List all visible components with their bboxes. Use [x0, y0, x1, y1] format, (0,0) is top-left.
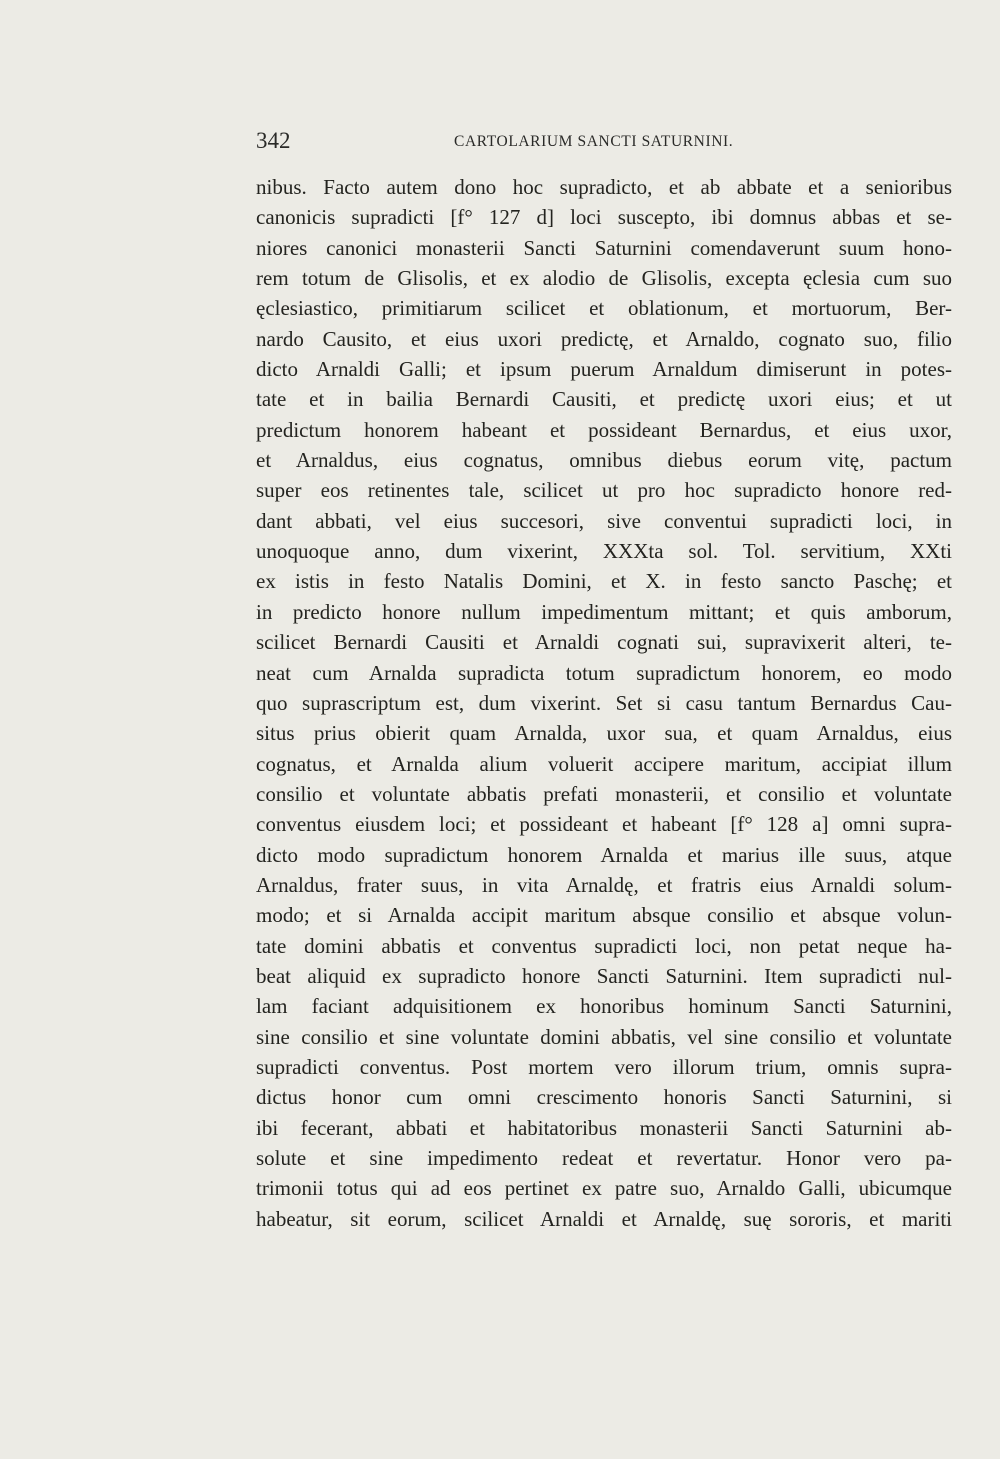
text-line: supradicti conventus. Post mortem vero illorum trium, omnis supra- [256, 1054, 952, 1079]
text-line: Arnaldus, frater suus, in vita Arnaldę, et fratris eius Arnaldi solum- [256, 872, 952, 897]
text-line: rem totum de Glisolis, et ex alodio de Glisolis, excepta ęclesia cum suo [256, 266, 952, 291]
text-line: sine consilio et sine voluntate domini abbatis, vel sine consilio et voluntate [256, 1024, 952, 1049]
text-line: situs prius obierit quam Arnalda, uxor sua, et quam Arnaldus, eius [256, 721, 952, 746]
text-line: ęclesiastico, primitiarum scilicet et oblationum, et mortuorum, Ber- [256, 296, 952, 321]
text-line: tate domini abbatis et conventus supradicti loci, non petat neque ha- [256, 933, 952, 958]
text-line: conventus eiusdem loci; et possideant et habeant [f° 128 a] omni supra- [256, 812, 952, 837]
text-line: dicto Arnaldi Galli; et ipsum puerum Arnaldum dimiserunt in potes- [256, 357, 952, 382]
text-line: habeatur, sit eorum, scilicet Arnaldi et Arnaldę, suę sororis, et mariti [256, 1206, 952, 1231]
text-line: dicto modo supradictum honorem Arnalda et marius ille suus, atque [256, 842, 952, 867]
text-line: nardo Causito, et eius uxori predictę, et Arnaldo, cognato suo, filio [256, 326, 952, 351]
text-line: predictum honorem habeant et possideant Bernardus, et eius uxor, [256, 417, 952, 442]
text-line: dictus honor cum omni crescimento honoris Sancti Saturnini, si [256, 1085, 952, 1110]
text-line: in predicto honore nullum impedimentum mittant; et quis amborum, [256, 599, 952, 624]
text-line: modo; et si Arnalda accipit maritum absque consilio et absque volun- [256, 903, 952, 928]
text-line: niores canonici monasterii Sancti Saturnini comendaverunt suum hono- [256, 235, 952, 260]
text-line: consilio et voluntate abbatis prefati monasterii, et consilio et voluntate [256, 781, 952, 806]
text-line: solute et sine impedimento redeat et revertatur. Honor vero pa- [256, 1146, 952, 1170]
text-line: scilicet Bernardi Causiti et Arnaldi cognati sui, supravixerit alteri, te- [256, 630, 952, 655]
text-line: trimonii totus qui ad eos pertinet ex patre suo, Arnaldo Galli, ubicumque [256, 1176, 952, 1201]
text-line: dant abbati, vel eius succesori, sive conventui supradicti loci, in [256, 508, 952, 533]
text-line: super eos retinentes tale, scilicet ut pro hoc supradicto honore red- [256, 478, 952, 503]
text-line: neat cum Arnalda supradicta totum supradictum honorem, eo modo [256, 660, 952, 685]
page-number: 342 [256, 128, 291, 153]
text-line: ex istis in festo Natalis Domini, et X. in festo sancto Paschę; et [256, 569, 952, 594]
text-line: tate et in bailia Bernardi Causiti, et predictę uxori eius; et ut [256, 387, 952, 412]
text-line: et Arnaldus, eius cognatus, omnibus diebus eorum vitę, pactum [256, 448, 952, 473]
text-line: canonicis supradicti [f° 127 d] loci suscepto, ibi domnus abbas et se- [256, 205, 952, 230]
text-line: cognatus, et Arnalda alium voluerit accipere maritum, accipiat illum [256, 751, 952, 776]
page-header [256, 128, 956, 158]
running-head: CARTOLARIUM SANCTI SATURNINI. [454, 133, 734, 150]
text-line: beat aliquid ex supradicto honore Sancti Saturnini. Item supradicti nul- [256, 963, 952, 988]
text-line: nibus. Facto autem dono hoc supradicto, et ab abbate et a senioribus [256, 175, 952, 199]
body-text [256, 172, 952, 1234]
text-line: unoquoque anno, dum vixerint, XXXta sol. Tol. servitium, XXti [256, 539, 952, 564]
text-line: lam faciant adquisitionem ex honoribus hominum Sancti Saturnini, [256, 994, 952, 1019]
text-line: quo suprascriptum est, dum vixerint. Set si casu tantum Bernardus Cau- [256, 690, 952, 715]
text-line: ibi fecerant, abbati et habitatoribus monasterii Sancti Saturnini ab- [256, 1115, 952, 1140]
